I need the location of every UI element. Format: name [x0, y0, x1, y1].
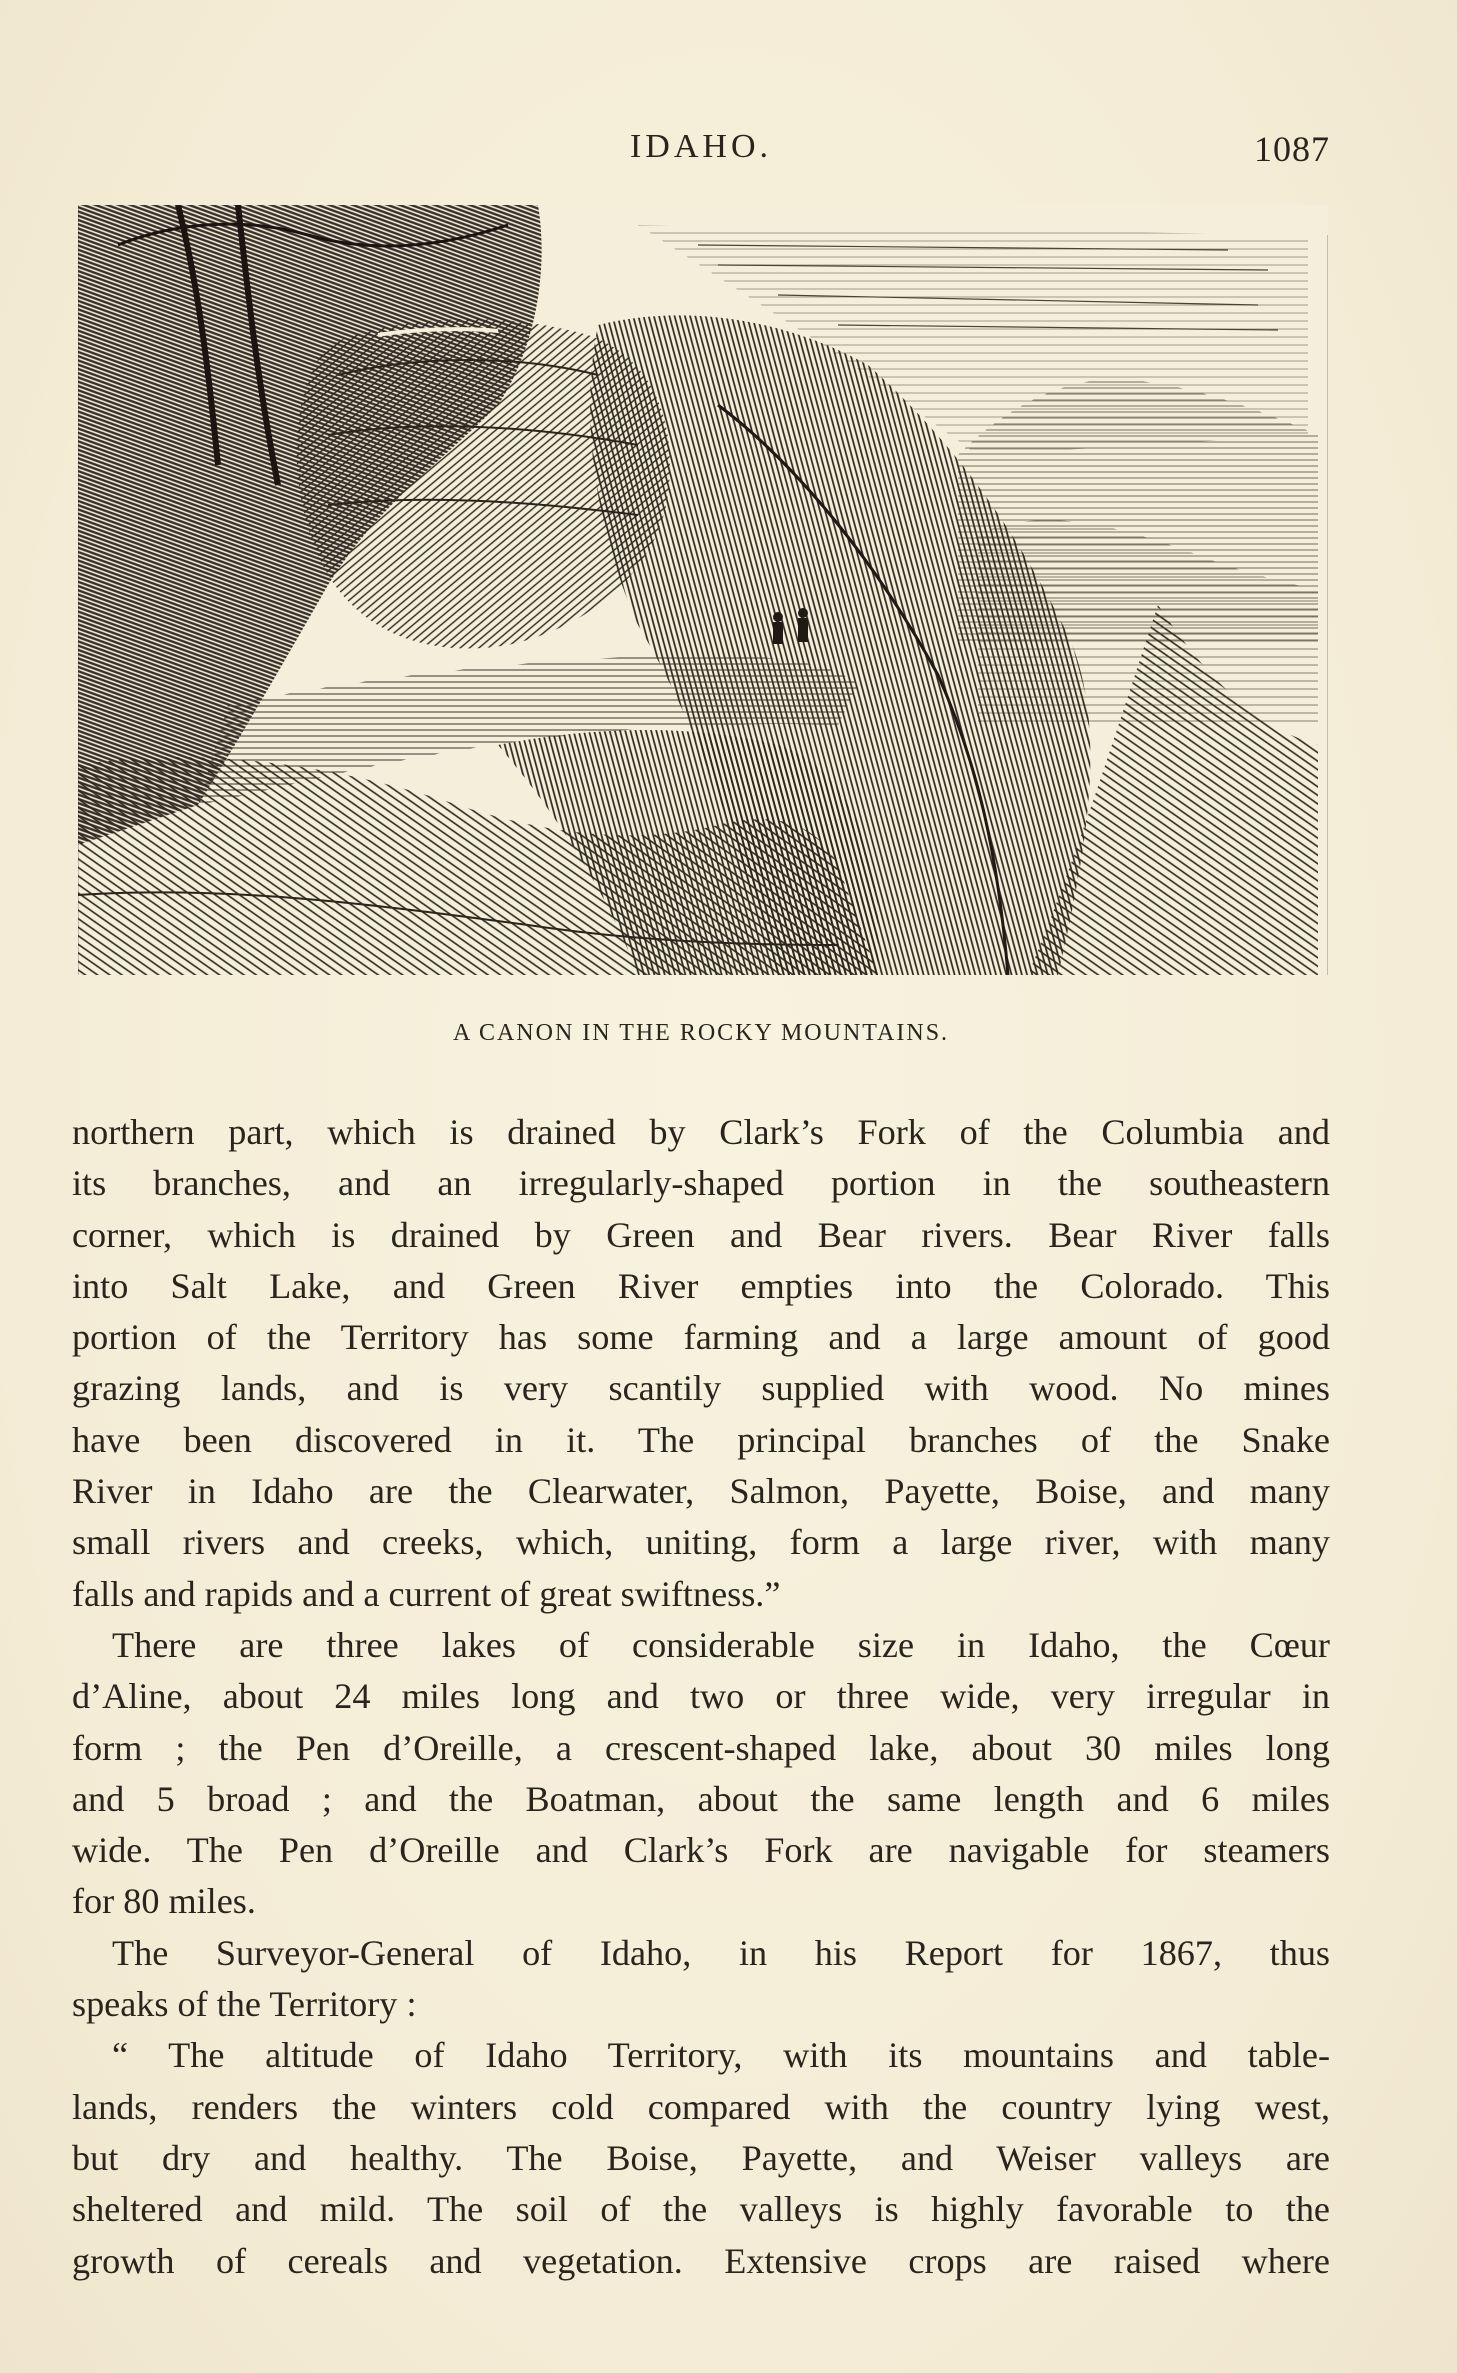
- text-line: for 80 miles.: [72, 1881, 256, 1922]
- text-line: There are three lakes of considerable size in Idaho, the Cœur: [112, 1624, 1330, 1665]
- text-line: grazing lands, and is very scantily supplied with wood. No mines: [72, 1368, 1330, 1409]
- illustration-caption: A CANON IN THE ROCKY MOUNTAINS.: [452, 1020, 950, 1046]
- text-line: falls and rapids and a current of great swiftness.”: [72, 1573, 781, 1614]
- canyon-engraving: [78, 205, 1328, 975]
- text-line: but dry and healthy. The Boise, Payette, and Weiser valleys are: [72, 2137, 1330, 2178]
- text-line: lands, renders the winters cold compared with the country lying west,: [72, 2086, 1330, 2127]
- body-text: [72, 1107, 1330, 2287]
- text-line: River in Idaho are the Clearwater, Salmon, Payette, Boise, and many: [72, 1471, 1330, 1512]
- text-line: have been discovered in it. The principal branches of the Snake: [72, 1419, 1330, 1460]
- text-line: its branches, and an irregularly-shaped portion in the southeastern: [72, 1163, 1330, 1204]
- text-line: northern part, which is drained by Clark’s Fork of the Columbia and: [72, 1112, 1330, 1152]
- text-line: and 5 broad ; and the Boatman, about the same length and 6 miles: [72, 1778, 1330, 1819]
- text-line: into Salt Lake, and Green River empties into the Colorado. This: [72, 1265, 1330, 1306]
- text-line: growth of cereals and vegetation. Extensive crops are raised where: [72, 2240, 1330, 2281]
- text-line: portion of the Territory has some farming and a large amount of good: [72, 1317, 1330, 1358]
- text-line: sheltered and mild. The soil of the valleys is highly favorable to the: [72, 2189, 1330, 2230]
- text-line: form ; the Pen d’Oreille, a crescent-shaped lake, about 30 miles long: [72, 1727, 1330, 1768]
- text-line: The Surveyor-General of Idaho, in his Report for 1867, thus: [112, 1932, 1330, 1973]
- text-line: d’Aline, about 24 miles long and two or three wide, very irregular in: [72, 1676, 1330, 1717]
- text-line: corner, which is drained by Green and Bear rivers. Bear River falls: [72, 1214, 1330, 1255]
- running-head: [72, 128, 1330, 178]
- text-line: “ The altitude of Idaho Territory, with its mountains and table-: [112, 2035, 1330, 2076]
- text-line: speaks of the Territory :: [72, 1984, 417, 2025]
- page-number: 1087: [1254, 129, 1330, 169]
- text-line: small rivers and creeks, which, uniting, form a large river, with many: [72, 1522, 1330, 1563]
- running-title: IDAHO.: [629, 128, 773, 165]
- text-line: wide. The Pen d’Oreille and Clark’s Fork are navigable for steamers: [72, 1830, 1330, 1871]
